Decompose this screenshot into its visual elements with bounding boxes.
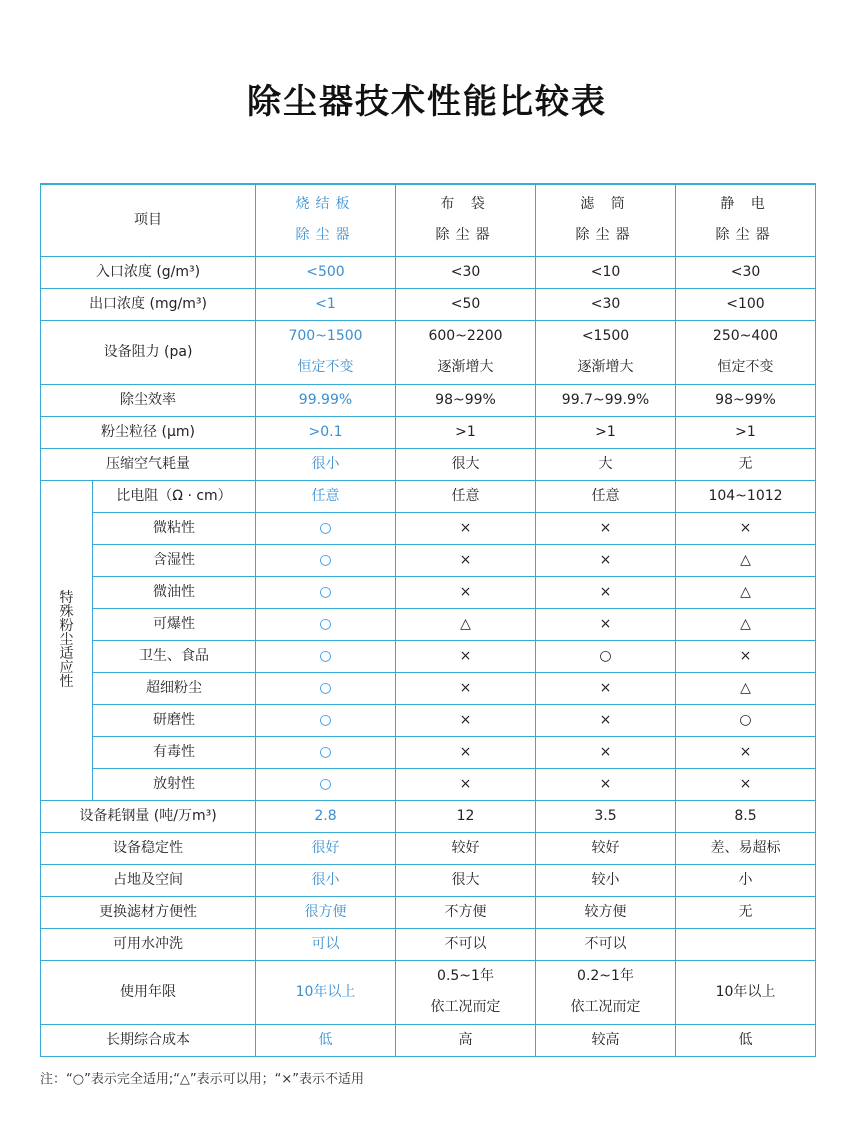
value-cell [536,320,676,384]
row-label: 有毒性 [93,736,256,768]
cell-line: 滤 筒 [580,196,631,213]
value-cell: 很大 [396,448,536,480]
cell-line: <1500 [581,328,630,344]
value-cell: × [396,704,536,736]
group-label-char: 适 [59,646,74,662]
value-cell: ○ [256,544,396,576]
group-label-char: 殊 [59,604,74,620]
cell-line: 600~2200 [428,328,503,344]
cell-line: 逐渐增大 [437,359,494,375]
value-cell: ○ [536,640,676,672]
value-cell: ○ [256,768,396,800]
value-cell: △ [676,672,816,704]
table-row [41,1024,816,1056]
value-cell: 差、易超标 [676,832,816,864]
row-label: 含湿性 [93,544,256,576]
value-cell: 较好 [396,832,536,864]
value-cell: 较好 [536,832,676,864]
value-cell: × [536,544,676,576]
value-cell: 任意 [256,480,396,512]
row-label: 比电阻（Ω · cm） [93,480,256,512]
value-cell [676,960,816,1024]
row-label: 设备稳定性 [41,832,256,864]
row-label: 可用水冲洗 [41,928,256,960]
table-row [41,768,816,800]
value-cell: × [676,768,816,800]
table-row [41,416,816,448]
value-cell: ○ [256,704,396,736]
row-label: 压缩空气耗量 [41,448,256,480]
value-cell: × [676,736,816,768]
value-cell: × [536,608,676,640]
value-cell: 大 [536,448,676,480]
table-row [41,800,816,832]
row-label: 微油性 [93,576,256,608]
table-row [41,480,816,512]
value-cell: <30 [676,256,816,288]
value-cell: ○ [256,608,396,640]
cell-line: 烧结板 [295,196,356,213]
row-label: 粉尘粒径 (μm) [41,416,256,448]
cell-line: 布 袋 [440,196,491,213]
value-cell: 3.5 [536,800,676,832]
value-cell: 很方便 [256,896,396,928]
value-cell: 高 [396,1024,536,1056]
value-cell: 98~99% [676,384,816,416]
value-cell: 2.8 [256,800,396,832]
value-cell: ○ [256,576,396,608]
group-label-char: 应 [59,660,74,676]
value-cell: <30 [536,288,676,320]
cell-line: 逐渐增大 [577,359,634,375]
value-cell: △ [396,608,536,640]
value-cell: 可以 [256,928,396,960]
value-cell: 小 [676,864,816,896]
value-cell: <50 [396,288,536,320]
value-cell [256,320,396,384]
cell-line: 0.5~1年 [437,968,494,984]
cell-line: 除尘器 [575,227,636,244]
value-cell [256,960,396,1024]
group-label-char: 特 [59,590,74,606]
column-header [536,184,676,256]
table-row [41,736,816,768]
table-row [41,960,816,1024]
value-cell: >1 [396,416,536,448]
row-label: 超细粉尘 [93,672,256,704]
table-row [41,384,816,416]
comparison-table [40,183,816,1057]
cell-line: 恒定不变 [297,359,354,375]
cell-line: 250~400 [712,328,779,344]
value-cell: × [396,576,536,608]
cell-line: 10年以上 [295,983,356,1000]
value-cell: <500 [256,256,396,288]
cell-line: 10年以上 [715,983,776,1000]
cell-line: 除尘器 [435,227,496,244]
value-cell: × [396,768,536,800]
value-cell: × [536,768,676,800]
cell-line: 除尘器 [715,227,776,244]
value-cell [536,960,676,1024]
group-label-char: 性 [59,674,74,690]
table-row [41,864,816,896]
row-label: 卫生、食品 [93,640,256,672]
value-cell: × [536,512,676,544]
cell-line: 700~1500 [288,328,363,344]
value-cell: × [536,672,676,704]
value-cell: 99.99% [256,384,396,416]
table-row [41,184,816,256]
value-cell: × [396,512,536,544]
value-cell: <10 [536,256,676,288]
cell-line: 0.2~1年 [577,968,634,984]
row-label: 设备阻力 (pa) [41,320,256,384]
row-label: 出口浓度 (mg/m³) [41,288,256,320]
value-cell: 99.7~99.9% [536,384,676,416]
value-cell: 较高 [536,1024,676,1056]
value-cell: ○ [676,704,816,736]
table-row [41,640,816,672]
table-row [41,832,816,864]
value-cell: × [396,640,536,672]
value-cell: 很小 [256,448,396,480]
row-label: 除尘效率 [41,384,256,416]
value-cell: 不方便 [396,896,536,928]
table-row [41,512,816,544]
value-cell: 8.5 [676,800,816,832]
value-cell: × [396,544,536,576]
value-cell: 任意 [396,480,536,512]
value-cell: ○ [256,672,396,704]
row-label: 入口浓度 (g/m³) [41,256,256,288]
value-cell [676,320,816,384]
value-cell: ○ [256,640,396,672]
cell-line: 依工况而定 [570,999,641,1015]
value-cell: × [676,640,816,672]
column-header [396,184,536,256]
value-cell: 很大 [396,864,536,896]
value-cell: >0.1 [256,416,396,448]
value-cell: △ [676,576,816,608]
table-row [41,544,816,576]
header-item-label: 项目 [41,184,256,256]
value-cell: 无 [676,448,816,480]
value-cell: >1 [536,416,676,448]
value-cell: 无 [676,896,816,928]
value-cell: 很好 [256,832,396,864]
table-row [41,704,816,736]
group-label-char: 尘 [59,632,74,648]
value-cell: ○ [256,736,396,768]
value-cell: 任意 [536,480,676,512]
value-cell: 不可以 [536,928,676,960]
row-label: 设备耗钢量 (吨/万m³) [41,800,256,832]
group-label-special-dust [41,480,93,800]
value-cell: 较小 [536,864,676,896]
value-cell: 低 [676,1024,816,1056]
row-label: 放射性 [93,768,256,800]
value-cell: >1 [676,416,816,448]
value-cell: <1 [256,288,396,320]
value-cell: 较方便 [536,896,676,928]
value-cell: × [396,736,536,768]
row-label: 使用年限 [41,960,256,1024]
table-row [41,288,816,320]
value-cell: ○ [256,512,396,544]
value-cell: × [676,512,816,544]
group-label-char: 粉 [59,618,74,634]
value-cell: △ [676,544,816,576]
value-cell [396,960,536,1024]
value-cell: × [536,704,676,736]
table-row [41,928,816,960]
cell-line: 除尘器 [295,227,356,244]
value-cell: 很小 [256,864,396,896]
table-row [41,896,816,928]
cell-line: 依工况而定 [430,999,501,1015]
table-body [41,184,816,1056]
value-cell: △ [676,608,816,640]
value-cell: × [536,736,676,768]
value-cell [676,928,816,960]
value-cell: × [396,672,536,704]
value-cell: × [536,576,676,608]
table-row [41,448,816,480]
row-label: 微粘性 [93,512,256,544]
value-cell: 低 [256,1024,396,1056]
row-label: 研磨性 [93,704,256,736]
page-title: 除尘器技术性能比较表 [247,82,607,122]
table-row [41,672,816,704]
column-header [256,184,396,256]
value-cell: <100 [676,288,816,320]
value-cell: <30 [396,256,536,288]
value-cell: 12 [396,800,536,832]
column-header [676,184,816,256]
table-row [41,576,816,608]
row-label: 更换滤材方便性 [41,896,256,928]
table-row [41,608,816,640]
value-cell: 不可以 [396,928,536,960]
row-label: 占地及空间 [41,864,256,896]
row-label: 可爆性 [93,608,256,640]
cell-line: 恒定不变 [717,359,774,375]
value-cell: 104~1012 [676,480,816,512]
legend-note: 注：“○”表示完全适用;“△”表示可以用；“×”表示不适用 [40,1072,365,1087]
value-cell: 98~99% [396,384,536,416]
table-row [41,256,816,288]
value-cell [396,320,536,384]
table-row [41,320,816,384]
row-label: 长期综合成本 [41,1024,256,1056]
cell-line: 静 电 [720,196,771,213]
